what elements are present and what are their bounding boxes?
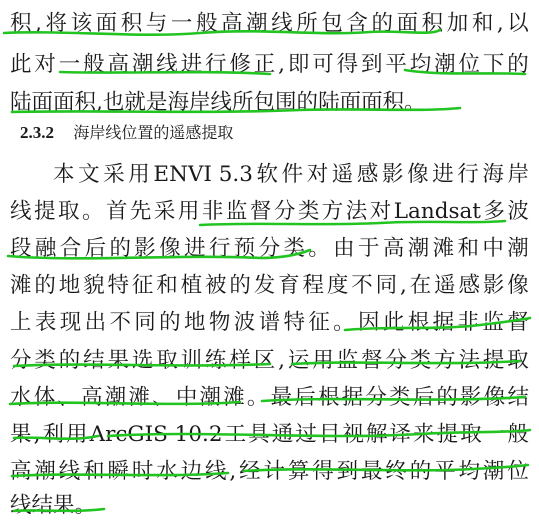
text-line bbox=[10, 415, 529, 455]
text-line bbox=[10, 229, 529, 269]
text-run: 积 bbox=[74, 90, 97, 115]
text-run: 面 bbox=[339, 90, 362, 115]
text-run: 进 bbox=[180, 52, 203, 77]
text-run: 先 bbox=[129, 199, 152, 224]
text-run: 滩 bbox=[128, 385, 150, 410]
text-run: 算 bbox=[287, 459, 310, 484]
text-run: 所 bbox=[232, 90, 254, 115]
text-line bbox=[10, 378, 529, 418]
text-run: 采 bbox=[103, 162, 125, 187]
text-run: 育 bbox=[278, 273, 300, 298]
text-run: 提 bbox=[33, 199, 56, 224]
text-run: 过 bbox=[295, 422, 317, 447]
text-run: 的 bbox=[34, 273, 56, 298]
text-run: 的 bbox=[159, 310, 181, 335]
text-run: 征 bbox=[131, 273, 154, 298]
text-run: 结 bbox=[507, 385, 529, 410]
text-run: 线 bbox=[10, 493, 32, 518]
text-run: 解 bbox=[365, 422, 388, 447]
text-run: 软 bbox=[256, 162, 279, 187]
text-run: 影 bbox=[482, 273, 505, 298]
text-run: 多 bbox=[483, 199, 505, 224]
text-line bbox=[10, 341, 529, 381]
text-run: 最 bbox=[270, 385, 293, 410]
text-run: 面 bbox=[361, 90, 383, 115]
text-run: 据 bbox=[432, 310, 455, 335]
text-run: 陆 bbox=[10, 90, 32, 115]
text-run: 到 bbox=[360, 52, 383, 77]
text-run: 征 bbox=[308, 310, 330, 335]
text-run: Landsat bbox=[393, 199, 481, 224]
text-run: 高 bbox=[107, 52, 130, 77]
text-run: 平 bbox=[385, 52, 407, 77]
text-run: 法 bbox=[345, 199, 368, 224]
text-run: 瞬 bbox=[107, 459, 130, 484]
text-run: 分 bbox=[10, 348, 32, 373]
text-run: 行 bbox=[208, 236, 231, 261]
text-run: 目 bbox=[318, 422, 341, 447]
text-run: , bbox=[278, 52, 285, 77]
text-run: 海 bbox=[482, 162, 504, 187]
text-run: 积 bbox=[120, 11, 143, 36]
text-run: 线 bbox=[205, 459, 227, 484]
text-run: 对 bbox=[306, 162, 329, 187]
text-run: 。 bbox=[74, 493, 97, 518]
text-run: 监 bbox=[225, 199, 248, 224]
text-run: 感 bbox=[356, 162, 379, 187]
text-run: 和 bbox=[471, 11, 494, 36]
text-run: , bbox=[278, 348, 285, 373]
text-run: 最 bbox=[360, 459, 383, 484]
text-run: 运 bbox=[287, 348, 310, 373]
text-run: 此 bbox=[382, 310, 405, 335]
text-run: 被 bbox=[205, 273, 227, 298]
text-run: , bbox=[35, 11, 42, 36]
text-run: 地 bbox=[58, 273, 81, 298]
text-run: 。 bbox=[404, 90, 426, 115]
text-run: 潮 bbox=[34, 459, 56, 484]
text-run: 和 bbox=[156, 273, 178, 298]
text-run: 物 bbox=[208, 310, 231, 335]
text-run: 正 bbox=[253, 52, 276, 77]
text-run: 影 bbox=[381, 162, 404, 187]
text-run: 积 bbox=[421, 11, 444, 36]
text-run: 此 bbox=[10, 52, 32, 77]
text-run: 练 bbox=[205, 348, 227, 373]
text-run: 可 bbox=[312, 52, 334, 77]
text-run: 高 bbox=[10, 459, 32, 484]
text-run: 地 bbox=[184, 310, 206, 335]
text-run: 类 bbox=[283, 236, 305, 261]
text-run: 线 bbox=[58, 459, 81, 484]
text-run: 修 bbox=[229, 52, 251, 77]
text-run: 利 bbox=[42, 422, 64, 447]
text-run: 据 bbox=[341, 385, 364, 410]
text-run: 就 bbox=[124, 90, 146, 115]
text-run: 进 bbox=[184, 236, 206, 261]
text-run: 取 bbox=[460, 422, 482, 447]
text-run: 貌 bbox=[83, 273, 105, 298]
text-run: 后 bbox=[412, 385, 435, 410]
text-run: 结 bbox=[31, 493, 54, 518]
text-run: 度 bbox=[326, 273, 349, 298]
text-run: 用 bbox=[128, 162, 150, 187]
text-run: 高 bbox=[382, 236, 405, 261]
text-run: 通 bbox=[271, 422, 294, 447]
section-number: 2.3.2 bbox=[20, 123, 54, 142]
text-run: 和 bbox=[457, 236, 479, 261]
text-run: 样 bbox=[229, 348, 251, 373]
text-run: 因 bbox=[358, 310, 380, 335]
text-run: ENVI 5.3 bbox=[153, 162, 253, 187]
text-run: 潮 bbox=[482, 459, 505, 484]
text-run: 体 bbox=[33, 385, 56, 410]
text-run: 均 bbox=[409, 52, 432, 77]
text-run: , bbox=[96, 90, 103, 115]
text-run: 后 bbox=[294, 385, 316, 410]
text-line bbox=[10, 45, 529, 85]
text-run: 潮 bbox=[104, 385, 127, 410]
text-run: 滩 bbox=[10, 273, 32, 298]
text-run: 高 bbox=[81, 385, 103, 410]
text-line bbox=[10, 83, 529, 123]
text-run: 。 bbox=[308, 236, 330, 261]
text-run: 海 bbox=[167, 90, 189, 115]
text-run: 特 bbox=[283, 310, 305, 335]
text-run: 滩 bbox=[432, 236, 455, 261]
text-run: 、 bbox=[152, 385, 174, 410]
text-run: 对 bbox=[34, 52, 56, 77]
text-run: 特 bbox=[107, 273, 130, 298]
text-run: 根 bbox=[407, 310, 430, 335]
text-run: 面 bbox=[53, 90, 75, 115]
text-run: 分 bbox=[273, 199, 296, 224]
text-run: 潮 bbox=[507, 236, 529, 261]
text-run: 波 bbox=[233, 310, 256, 335]
text-run: 边 bbox=[180, 459, 203, 484]
text-run: 包 bbox=[253, 90, 276, 115]
text-run: 潮 bbox=[407, 236, 430, 261]
text-run: 选 bbox=[131, 348, 154, 373]
text-run: 面 bbox=[396, 11, 419, 36]
text-run: 、 bbox=[57, 385, 79, 410]
text-run: 遥 bbox=[434, 273, 456, 298]
text-run: 岸 bbox=[188, 90, 211, 115]
text-run: 督 bbox=[360, 348, 383, 373]
text-run: 分 bbox=[258, 236, 281, 261]
text-run: 合 bbox=[59, 236, 82, 261]
text-run: 果 bbox=[107, 348, 130, 373]
text-run: , bbox=[496, 11, 504, 36]
text-run: 监 bbox=[336, 348, 359, 373]
text-run: 来 bbox=[413, 422, 435, 447]
text-run: 与 bbox=[145, 11, 168, 36]
text-run: 采 bbox=[153, 199, 176, 224]
text-line bbox=[10, 486, 529, 526]
text-run: 是 bbox=[145, 90, 168, 115]
text-run: 积 bbox=[382, 90, 405, 115]
text-run: 像 bbox=[159, 236, 181, 261]
text-run: 高 bbox=[221, 11, 243, 36]
text-run: 像 bbox=[507, 273, 529, 298]
text-run: 得 bbox=[312, 459, 334, 484]
text-run: 下 bbox=[482, 52, 505, 77]
text-run: 的 bbox=[507, 52, 529, 77]
text-run: 般 bbox=[507, 422, 529, 447]
text-run: 督 bbox=[507, 310, 529, 335]
text-line bbox=[10, 266, 529, 306]
text-run: 后 bbox=[84, 236, 107, 261]
text-run: 预 bbox=[233, 236, 256, 261]
text-run: 提 bbox=[482, 348, 505, 373]
text-run: , bbox=[229, 459, 237, 484]
text-run: 同 bbox=[375, 273, 398, 298]
text-run: 表 bbox=[34, 310, 57, 335]
text-run: 分 bbox=[365, 385, 387, 410]
text-run: , bbox=[400, 273, 407, 298]
text-run: 潮 bbox=[434, 52, 456, 77]
section-title: 海岸线位置的遥感提取 bbox=[73, 123, 234, 142]
text-run: 。 bbox=[333, 310, 355, 335]
text-run: 位 bbox=[458, 52, 480, 77]
text-run: 影 bbox=[134, 236, 156, 261]
text-run: 类 bbox=[389, 385, 411, 410]
text-run: 融 bbox=[34, 236, 57, 261]
text-run: 上 bbox=[10, 310, 32, 335]
text-run: 件 bbox=[281, 162, 304, 187]
text-run: 类 bbox=[34, 348, 56, 373]
text-run: 结 bbox=[83, 348, 105, 373]
text-run: 区 bbox=[253, 348, 276, 373]
text-run: 方 bbox=[321, 199, 344, 224]
text-run: 的 bbox=[229, 273, 251, 298]
text-line bbox=[10, 303, 529, 343]
text-run: 水 bbox=[156, 459, 178, 484]
text-run: 线 bbox=[10, 199, 32, 224]
text-run: 由 bbox=[333, 236, 355, 261]
text-run: 果 bbox=[53, 493, 75, 518]
text-run: 即 bbox=[287, 52, 310, 77]
text-run: 于 bbox=[358, 236, 380, 261]
text-run: 类 bbox=[297, 199, 320, 224]
text-run: 行 bbox=[205, 52, 227, 77]
text-run: 感 bbox=[458, 273, 480, 298]
text-run: 一 bbox=[58, 52, 81, 77]
text-run: 线 bbox=[210, 90, 232, 115]
text-run: 用 bbox=[312, 348, 334, 373]
text-run: 潮 bbox=[246, 11, 268, 36]
text-run: 波 bbox=[507, 199, 529, 224]
text-run: 本 bbox=[53, 162, 75, 187]
text-run: 不 bbox=[109, 310, 131, 335]
text-run: 行 bbox=[457, 162, 479, 187]
text-run: 在 bbox=[409, 273, 432, 298]
text-run: 将 bbox=[45, 11, 67, 36]
text-run: 。 bbox=[81, 199, 104, 224]
text-line bbox=[10, 192, 529, 232]
text-run: 文 bbox=[78, 162, 100, 187]
text-run: 终 bbox=[385, 459, 407, 484]
text-run: ArcGIS 10.2 bbox=[89, 422, 223, 447]
text-run: 包 bbox=[321, 11, 343, 36]
text-run: 的 bbox=[58, 348, 81, 373]
text-run: 潮 bbox=[131, 52, 154, 77]
text-run: 岸 bbox=[507, 162, 529, 187]
text-run: 果 bbox=[10, 422, 32, 447]
text-run: 得 bbox=[336, 52, 359, 77]
text-run: 同 bbox=[134, 310, 156, 335]
text-run: 类 bbox=[409, 348, 432, 373]
text-run: 潮 bbox=[199, 385, 222, 410]
text-run: 般 bbox=[83, 52, 105, 77]
text-run: 程 bbox=[302, 273, 325, 298]
text-run: 具 bbox=[248, 422, 270, 447]
text-line bbox=[10, 155, 529, 195]
text-run: 经 bbox=[239, 459, 261, 484]
text-run: 译 bbox=[389, 422, 412, 447]
text-run: 取 bbox=[156, 348, 178, 373]
text-run: 加 bbox=[446, 11, 469, 36]
text-run: 的 bbox=[409, 459, 432, 484]
text-run: 线 bbox=[271, 11, 293, 36]
text-run: 该 bbox=[70, 11, 93, 36]
text-run: 含 bbox=[346, 11, 368, 36]
text-run: 非 bbox=[457, 310, 479, 335]
text-run: 均 bbox=[458, 459, 480, 484]
text-run: 谱 bbox=[258, 310, 281, 335]
text-run: 植 bbox=[180, 273, 203, 298]
text-run: 方 bbox=[434, 348, 456, 373]
text-run: 段 bbox=[10, 236, 32, 261]
text-run: 也 bbox=[102, 90, 125, 115]
text-run: 训 bbox=[180, 348, 203, 373]
text-run: 面 bbox=[95, 11, 118, 36]
section-heading bbox=[20, 119, 233, 147]
text-run: 的 bbox=[296, 90, 319, 115]
text-run: 取 bbox=[507, 348, 529, 373]
text-run: 提 bbox=[436, 422, 459, 447]
text-run: 法 bbox=[458, 348, 480, 373]
text-run: 像 bbox=[407, 162, 429, 187]
text-run: 般 bbox=[195, 11, 218, 36]
text-run: 督 bbox=[249, 199, 272, 224]
text-run: 线 bbox=[156, 52, 178, 77]
text-run: 现 bbox=[59, 310, 82, 335]
text-run: 首 bbox=[105, 199, 128, 224]
text-run: 时 bbox=[131, 459, 154, 484]
text-run: 发 bbox=[253, 273, 276, 298]
text-run: 对 bbox=[369, 199, 392, 224]
text-run: 滩 bbox=[223, 385, 245, 410]
text-run: 以 bbox=[507, 11, 529, 36]
text-run: 中 bbox=[175, 385, 198, 410]
text-run: , bbox=[33, 422, 41, 447]
text-run: 计 bbox=[263, 459, 285, 484]
text-run: 。 bbox=[246, 385, 269, 410]
text-run: 的 bbox=[109, 236, 131, 261]
text-run: 水 bbox=[10, 385, 32, 410]
text-run: 工 bbox=[224, 422, 247, 447]
text-run: 面 bbox=[31, 90, 54, 115]
text-run: 和 bbox=[83, 459, 105, 484]
text-run: 非 bbox=[201, 199, 224, 224]
text-run: 陆 bbox=[318, 90, 340, 115]
text-run: 一 bbox=[170, 11, 193, 36]
text-run: 取 bbox=[57, 199, 80, 224]
text-run: 用 bbox=[66, 422, 88, 447]
text-run: 围 bbox=[275, 90, 297, 115]
text-run: 影 bbox=[460, 385, 482, 410]
text-run: 位 bbox=[507, 459, 529, 484]
text-run: 根 bbox=[317, 385, 340, 410]
text-run: 一 bbox=[483, 422, 506, 447]
text-run: 视 bbox=[342, 422, 364, 447]
text-line bbox=[10, 4, 529, 44]
text-run: 出 bbox=[84, 310, 107, 335]
text-run: 中 bbox=[482, 236, 504, 261]
text-run: 的 bbox=[436, 385, 458, 410]
text-run: 分 bbox=[385, 348, 407, 373]
text-run: 遥 bbox=[331, 162, 354, 187]
text-run: 监 bbox=[482, 310, 504, 335]
text-run: 的 bbox=[371, 11, 394, 36]
text-run: 像 bbox=[483, 385, 506, 410]
text-run: 用 bbox=[177, 199, 200, 224]
text-run: 积 bbox=[10, 11, 32, 36]
text-run: 进 bbox=[432, 162, 454, 187]
text-run: 不 bbox=[351, 273, 373, 298]
text-run: 到 bbox=[336, 459, 359, 484]
text-run: 所 bbox=[296, 11, 318, 36]
text-run: 平 bbox=[434, 459, 456, 484]
